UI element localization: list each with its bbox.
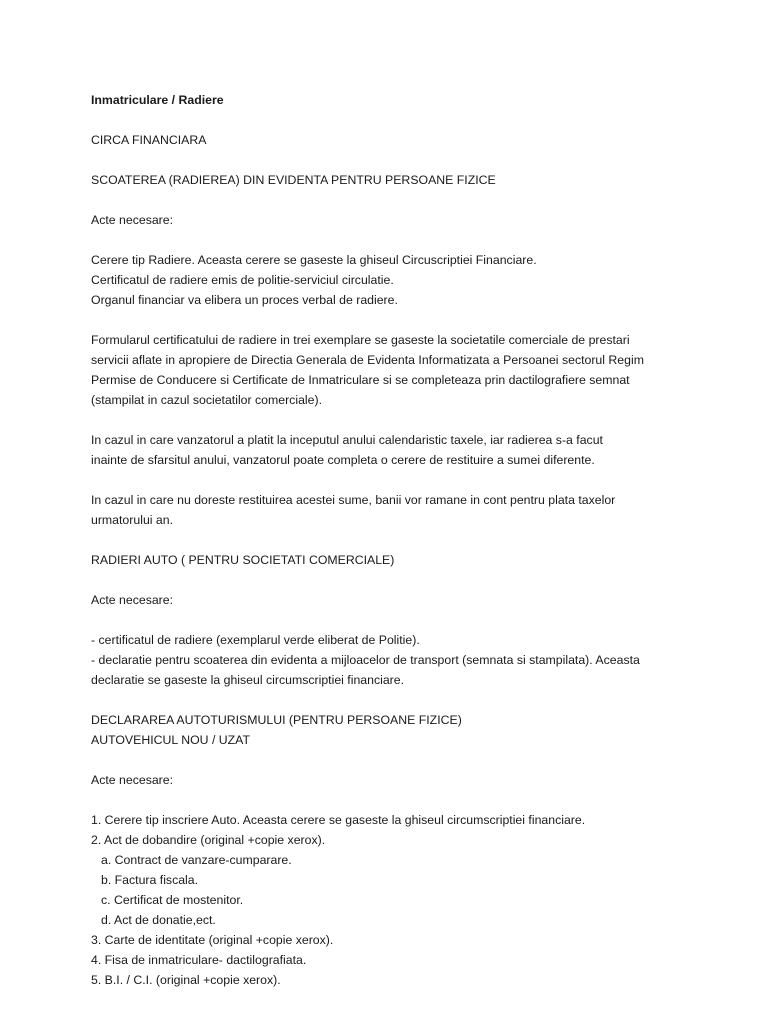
section1-paragraph3 <box>91 490 691 530</box>
paragraph-line: servicii aflate in apropiere de Directia Generala de Evidenta Informatizata a Persoanei sectorul Regim <box>91 353 644 367</box>
section2-heading: RADIERI AUTO ( PENTRU SOCIETATI COMERCIALE) <box>91 553 395 567</box>
section3-subheading: AUTOVEHICUL NOU / UZAT <box>91 733 250 747</box>
list-item: 2. Act de dobandire (original +copie xerox). <box>91 833 326 847</box>
circa-heading: CIRCA FINANCIARA <box>91 133 207 147</box>
paragraph-line: (stampilat in cazul societatilor comerciale). <box>91 393 322 407</box>
sub-list-item: d. Act de donatie,ect. <box>101 913 216 927</box>
sub-list-item: c. Certificat de mostenitor. <box>101 893 244 907</box>
section1-acte-label: Acte necesare: <box>91 213 174 227</box>
section2-items <box>91 630 691 690</box>
document-title: Inmatriculare / Radiere <box>91 93 224 107</box>
requirement-line: Certificatul de radiere emis de politie-serviciul circulatie. <box>91 273 394 287</box>
section1-paragraph2 <box>91 430 691 470</box>
section2-acte-label: Acte necesare: <box>91 593 174 607</box>
requirement-line: Cerere tip Radiere. Aceasta cerere se gaseste la ghiseul Circuscriptiei Financiare. <box>91 253 537 267</box>
paragraph-line: urmatorului an. <box>91 513 174 527</box>
section3-acte-label: Acte necesare: <box>91 773 174 787</box>
list-item: 3. Carte de identitate (original +copie xerox). <box>91 933 334 947</box>
sub-list-item: b. Factura fiscala. <box>101 873 199 887</box>
list-item: 5. B.I. / C.I. (original +copie xerox). <box>91 973 281 987</box>
list-item: 1. Cerere tip inscriere Auto. Aceasta cerere se gaseste la ghiseul circumscriptiei financiare. <box>91 813 586 827</box>
list-item: 4. Fisa de inmatriculare- dactilografiata. <box>91 953 307 967</box>
list-item: declaratie se gaseste la ghiseul circumscriptiei financiare. <box>91 673 405 687</box>
section3-items <box>91 810 691 990</box>
sub-list-item: a. Contract de vanzare-cumparare. <box>101 853 292 867</box>
section1-requirements <box>91 250 691 310</box>
paragraph-line: In cazul in care nu doreste restituirea acestei sume, banii vor ramane in cont pentru plata taxelor <box>91 493 616 507</box>
list-item: - declaratie pentru scoaterea din evidenta a mijloacelor de transport (semnata si stampilata). Aceasta <box>91 653 640 667</box>
document-body <box>91 90 691 990</box>
section1-paragraph1 <box>91 330 691 410</box>
section3-headings <box>91 710 691 750</box>
requirement-line: Organul financiar va elibera un proces verbal de radiere. <box>91 293 398 307</box>
paragraph-line: In cazul in care vanzatorul a platit la inceputul anului calendaristic taxele, iar radierea s-a facut <box>91 433 603 447</box>
paragraph-line: inainte de sfarsitul anului, vanzatorul poate completa o cerere de restituire a sumei diferente. <box>91 453 595 467</box>
list-item: - certificatul de radiere (exemplarul verde eliberat de Politie). <box>91 633 420 647</box>
paragraph-line: Formularul certificatului de radiere in trei exemplare se gaseste la societatile comerciale de prestari <box>91 333 630 347</box>
section3-heading: DECLARAREA AUTOTURISMULUI (PENTRU PERSOANE FIZICE) <box>91 713 462 727</box>
paragraph-line: Permise de Conducere si Certificate de Inmatriculare si se completeaza prin dactilografiere semnat <box>91 373 630 387</box>
section1-heading: SCOATEREA (RADIEREA) DIN EVIDENTA PENTRU PERSOANE FIZICE <box>91 173 496 187</box>
